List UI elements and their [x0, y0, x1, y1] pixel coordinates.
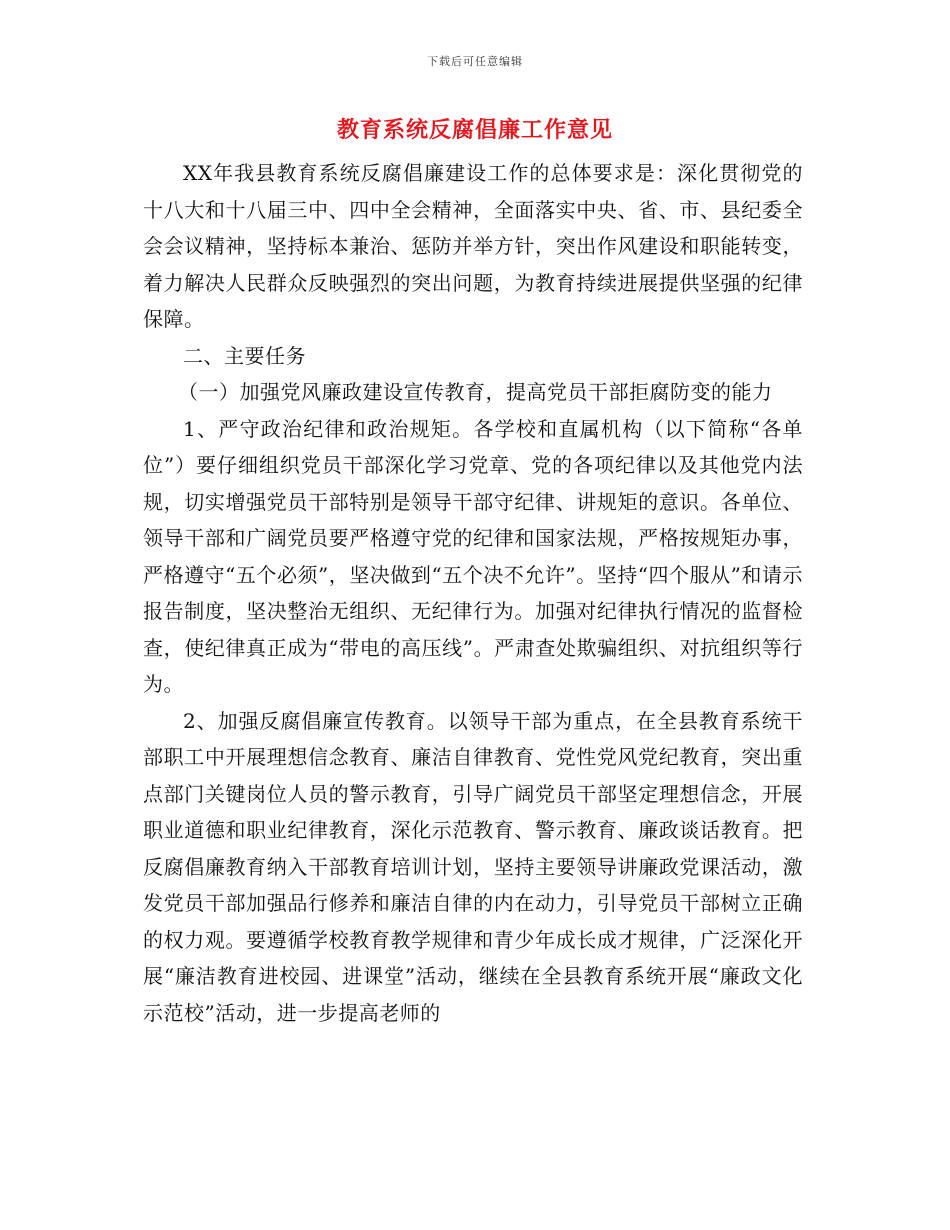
header-note: 下载后可任意编辑 — [427, 55, 523, 68]
paragraph-intro: XX年我县教育系统反腐倡廉建设工作的总体要求是：深化贯彻党的十八大和十八届三中、四中全会精神，全面落实中央、省、市、县纪委全会会议精神，坚持标本兼治、惩防并举方针，突出作风建设和职能转变，着力解决人民群众反映强烈的突出问题，为教育持续进展提供坚强的纪律保障。 — [143, 161, 803, 331]
paragraph-item-1: 1、严守政治纪律和政治规矩。各学校和直属机构（以下简称“各单位”）要仔细组织党员干部深化学习党章、党的各项纪律以及其他党内法规，切实增强党员干部特别是领导干部守纪律、讲规矩的意识。各单位、领导干部和广阔党员要严格遵守党的纪律和国家法规，严格按规矩办事，严格遵守“五个必须”，坚决做到“五个决不允许”。坚持“四个服从”和请示报告制度，坚决整治无组织、无纪律行为。加强对纪律执行情况的监督检查，使纪律真正成为“带电的高压线”。严肃查处欺骗组织、对抗组织等行为。 — [143, 416, 803, 696]
document-body — [143, 155, 803, 1031]
section-heading-main-tasks: 二、主要任务 — [183, 343, 306, 368]
document-title: 教育系统反腐倡廉工作意见 — [336, 118, 613, 143]
paragraph-item-2: 2、加强反腐倡廉宣传教育。以领导干部为重点，在全县教育系统干部职工中开展理想信念教育、廉洁自律教育、党性党风党纪教育，突出重点部门关键岗位人员的警示教育，引导广阔党员干部坚定理想信念，开展职业道德和职业纪律教育，深化示范教育、警示教育、廉政谈话教育。把反腐倡廉教育纳入干部教育培训计划，坚持主要领导讲廉政党课活动，激发党员干部加强品行修养和廉洁自律的内在动力，引导党员干部树立正确的权力观。要遵循学校教育教学规律和青少年成长成才规律，广泛深化开展“廉洁教育进校园、进课堂”活动，继续在全县教育系统开展“廉政文化示范校”活动，进一步提高老师的 — [143, 708, 803, 1025]
subsection-heading-1: （一）加强党风廉政建设宣传教育，提高党员干部拒腐防变的能力 — [178, 380, 773, 404]
